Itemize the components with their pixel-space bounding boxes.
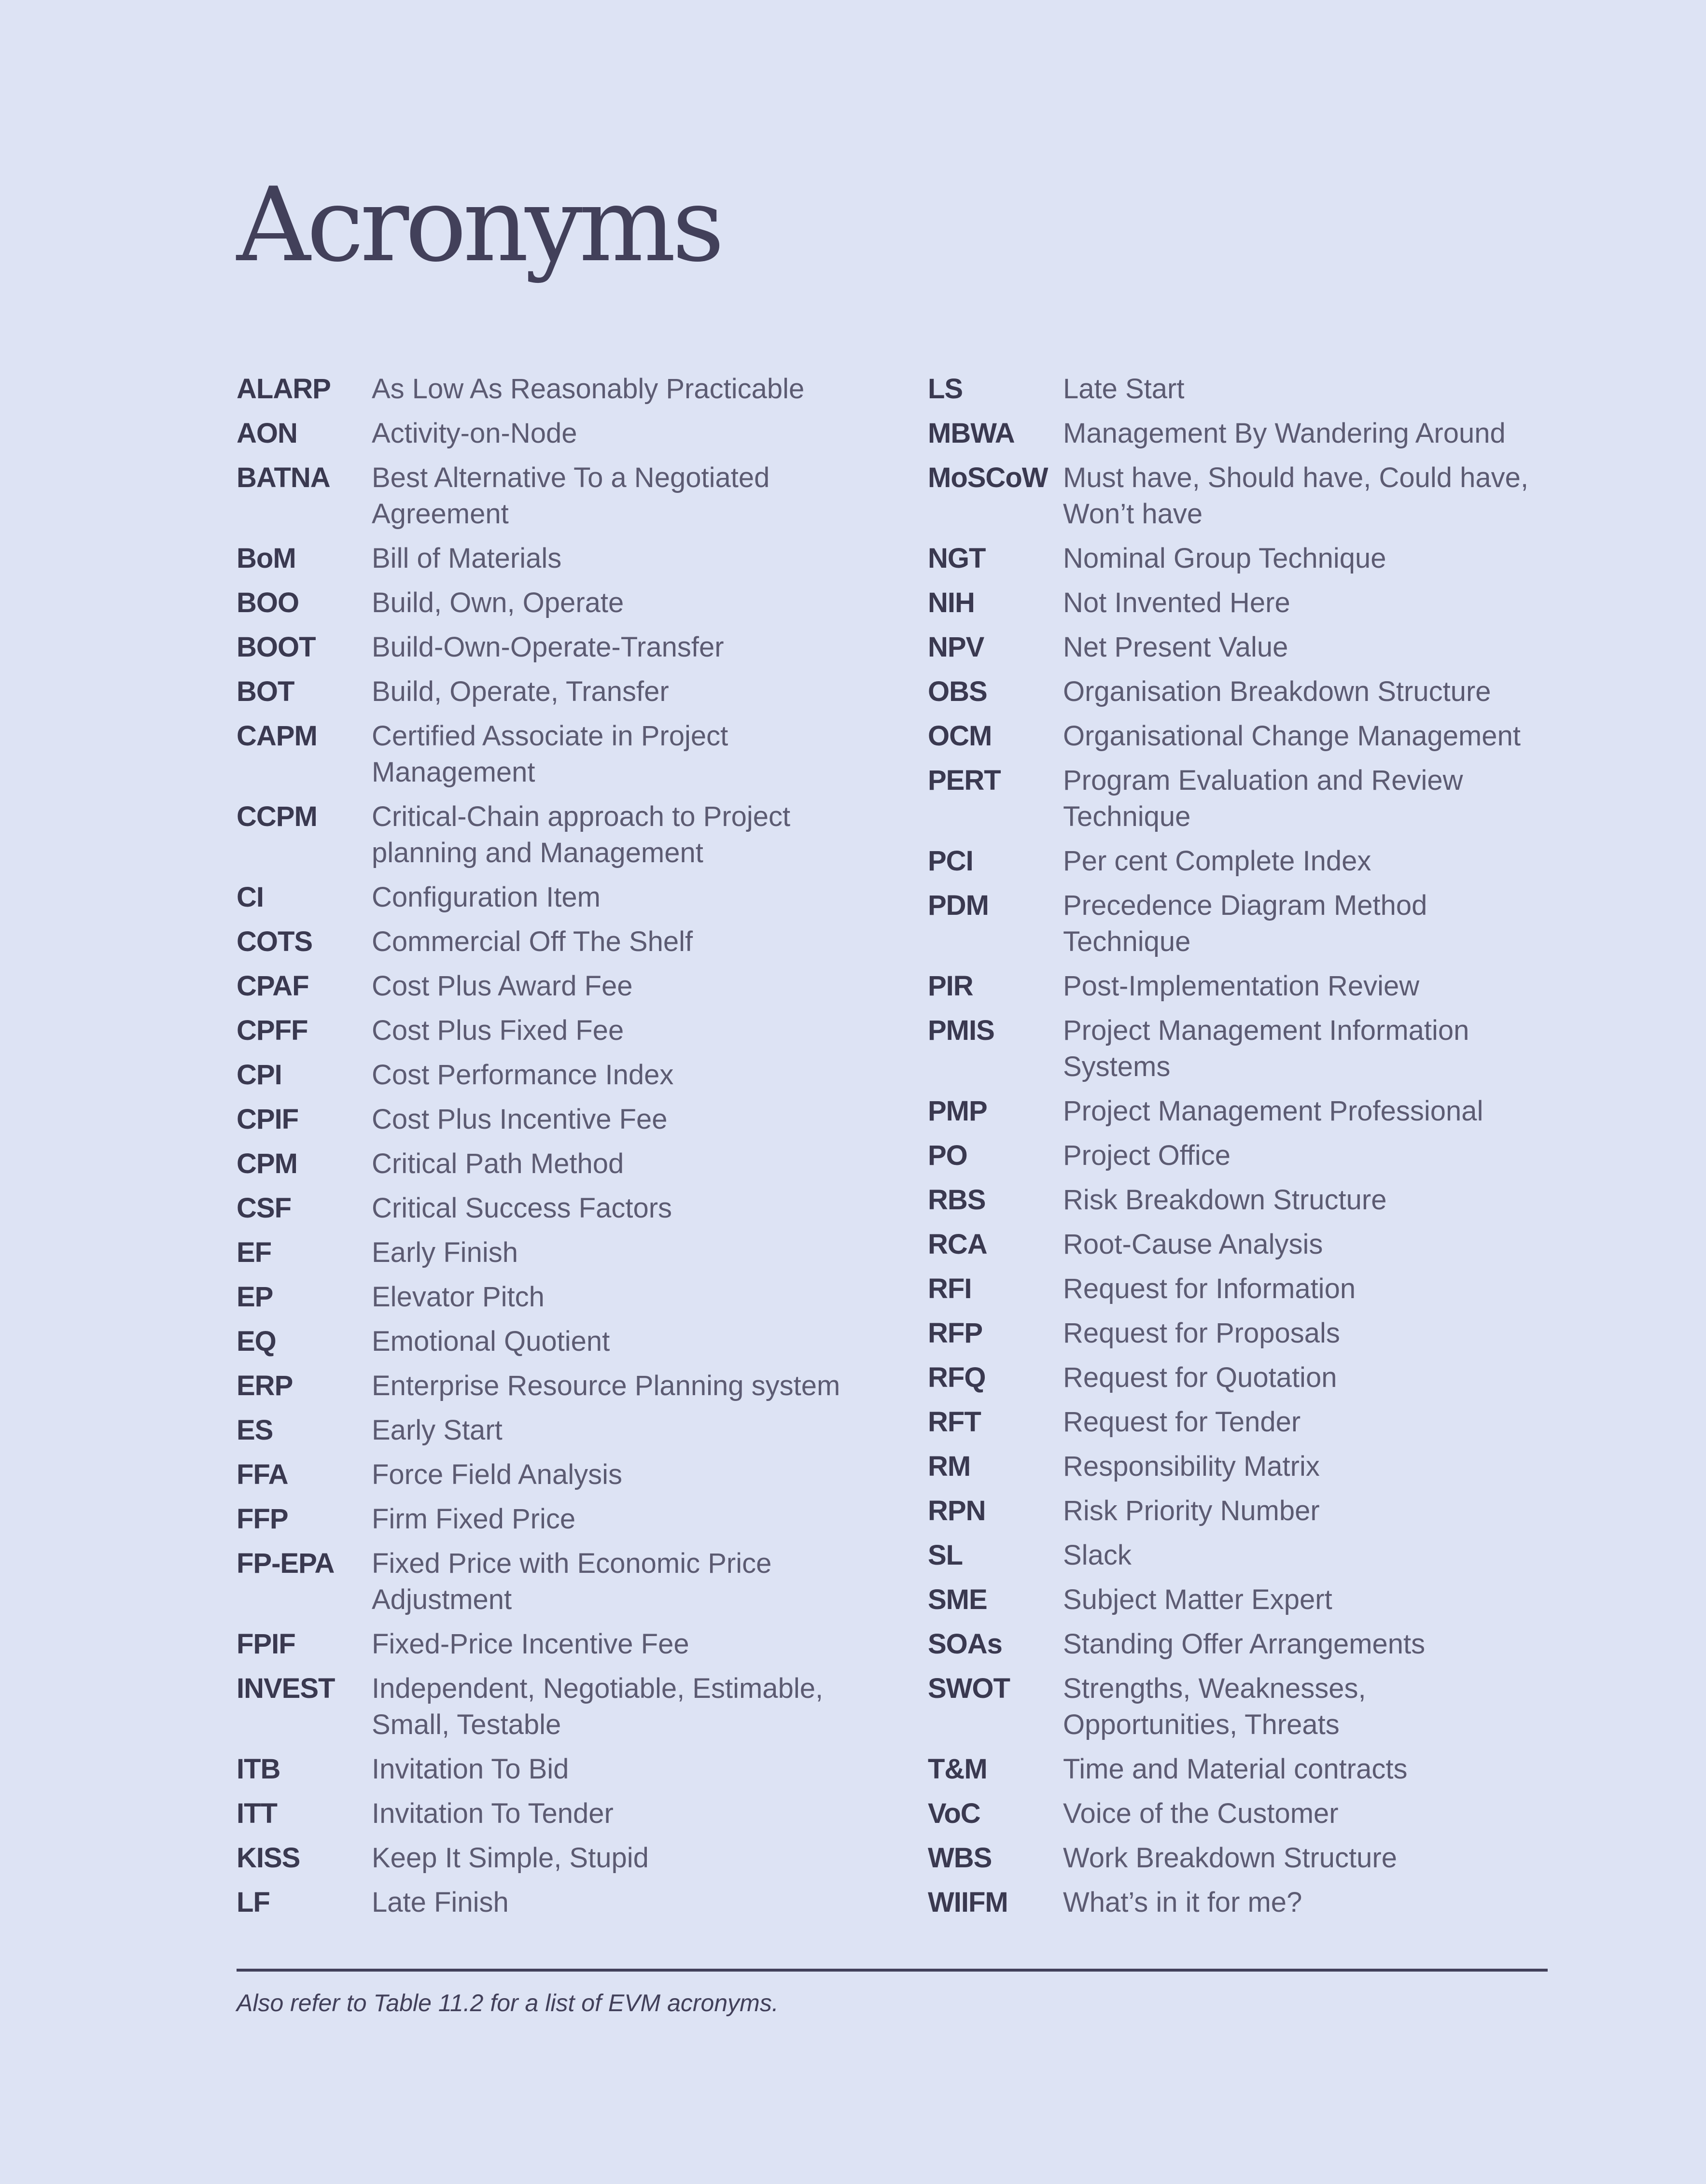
- acronym-definition: Bill of Materials: [372, 543, 562, 574]
- acronym-definition: Elevator Pitch: [372, 1281, 545, 1313]
- acronym-abbreviation: RFI: [928, 1273, 972, 1304]
- acronym-entry: [237, 1368, 864, 1404]
- acronym-entry: [928, 371, 1555, 407]
- acronym-definition: Critical-Chain approach to Project planning and Management: [372, 801, 791, 868]
- acronym-abbreviation: WBS: [928, 1842, 992, 1874]
- acronym-definition: Must have, Should have, Could have, Won’t have: [1063, 462, 1529, 530]
- acronym-definition: Standing Offer Arrangements: [1063, 1628, 1426, 1660]
- acronym-abbreviation: CSF: [237, 1192, 291, 1224]
- acronym-abbreviation: PIR: [928, 970, 973, 1002]
- acronym-entry: [928, 968, 1555, 1004]
- acronym-abbreviation: CPAF: [237, 970, 309, 1002]
- acronym-definition: Not Invented Here: [1063, 587, 1290, 618]
- acronym-definition: As Low As Reasonably Practicable: [372, 373, 805, 405]
- acronym-entry: [928, 843, 1555, 879]
- acronym-entry: [237, 924, 864, 960]
- acronym-entry: [237, 1279, 864, 1315]
- acronym-abbreviation: NIH: [928, 587, 975, 618]
- acronyms-page: [237, 0, 1548, 2184]
- acronym-definition: Request for Information: [1063, 1273, 1356, 1304]
- acronym-entry: [237, 718, 864, 790]
- acronym-entry: [928, 1884, 1555, 1920]
- acronym-entry: [928, 1137, 1555, 1174]
- acronym-abbreviation: PMIS: [928, 1015, 994, 1046]
- acronym-definition: Risk Priority Number: [1063, 1495, 1320, 1526]
- acronym-abbreviation: CCPM: [237, 801, 317, 832]
- acronym-abbreviation: RFP: [928, 1317, 982, 1349]
- acronym-entry: [237, 1545, 864, 1618]
- acronym-entry: [928, 1537, 1555, 1573]
- acronym-abbreviation: PDM: [928, 890, 989, 921]
- acronym-abbreviation: RFT: [928, 1406, 981, 1438]
- acronym-definition: Cost Plus Fixed Fee: [372, 1015, 624, 1046]
- acronym-definition: Request for Quotation: [1063, 1362, 1337, 1393]
- acronym-definition: Fixed Price with Economic Price Adjustment: [372, 1548, 772, 1615]
- acronym-entry: [928, 1359, 1555, 1396]
- acronym-abbreviation: BOOT: [237, 631, 316, 663]
- acronym-entry: [928, 1840, 1555, 1876]
- acronym-entry: [237, 1057, 864, 1093]
- acronym-definition: Project Office: [1063, 1140, 1231, 1171]
- acronym-entry: [928, 673, 1555, 710]
- acronym-definition: Build, Own, Operate: [372, 587, 624, 618]
- acronym-entry: [237, 629, 864, 665]
- acronym-abbreviation: T&M: [928, 1753, 987, 1785]
- acronym-entry: [928, 1493, 1555, 1529]
- acronym-entry: [928, 1751, 1555, 1787]
- acronym-abbreviation: SL: [928, 1540, 963, 1571]
- acronym-abbreviation: FP-EPA: [237, 1548, 335, 1579]
- acronym-definition: Responsibility Matrix: [1063, 1451, 1320, 1482]
- acronym-entry: [928, 585, 1555, 621]
- acronym-abbreviation: RBS: [928, 1184, 986, 1216]
- acronym-definition: Cost Plus Award Fee: [372, 970, 633, 1002]
- acronym-abbreviation: SME: [928, 1584, 987, 1615]
- acronym-definition: Request for Proposals: [1063, 1317, 1340, 1349]
- acronym-definition: Cost Plus Incentive Fee: [372, 1104, 668, 1135]
- acronym-abbreviation: EP: [237, 1281, 273, 1313]
- acronym-abbreviation: EQ: [237, 1326, 276, 1357]
- acronym-definition: Late Finish: [372, 1887, 509, 1918]
- acronym-entry: [237, 1501, 864, 1537]
- acronym-entry: [928, 1404, 1555, 1440]
- acronym-abbreviation: PCI: [928, 845, 973, 877]
- acronym-entry: [237, 1884, 864, 1920]
- acronym-definition: Time and Material contracts: [1063, 1753, 1408, 1785]
- acronym-entry: [237, 1670, 864, 1743]
- acronym-abbreviation: MoSCoW: [928, 462, 1048, 493]
- acronym-entry: [237, 1146, 864, 1182]
- footnote-divider: [237, 1969, 1548, 1972]
- acronym-entry: [928, 1012, 1555, 1085]
- acronym-definition: Precedence Diagram Method Technique: [1063, 890, 1427, 957]
- acronym-entry: [237, 798, 864, 871]
- acronym-abbreviation: ERP: [237, 1370, 293, 1401]
- acronym-entry: [237, 585, 864, 621]
- acronym-definition: Certified Associate in Project Management: [372, 720, 728, 788]
- acronym-entry: [928, 540, 1555, 576]
- acronym-entry: [237, 1840, 864, 1876]
- acronym-definition: Per cent Complete Index: [1063, 845, 1371, 877]
- acronym-definition: Root-Cause Analysis: [1063, 1229, 1323, 1260]
- acronym-entry: [237, 1323, 864, 1359]
- acronym-entry: [237, 879, 864, 915]
- acronym-abbreviation: COTS: [237, 926, 313, 957]
- acronym-definition: Work Breakdown Structure: [1063, 1842, 1397, 1874]
- acronym-definition: Early Start: [372, 1414, 503, 1446]
- acronym-definition: Project Management Information Systems: [1063, 1015, 1469, 1082]
- acronym-definition: Build-Own-Operate-Transfer: [372, 631, 724, 663]
- acronym-entry: [237, 968, 864, 1004]
- acronym-abbreviation: LS: [928, 373, 963, 405]
- acronym-abbreviation: PERT: [928, 765, 1001, 796]
- acronym-definition: Net Present Value: [1063, 631, 1288, 663]
- acronym-entry: [237, 1456, 864, 1493]
- acronym-definition: Organisation Breakdown Structure: [1063, 676, 1491, 707]
- acronym-definition: Risk Breakdown Structure: [1063, 1184, 1387, 1216]
- acronym-abbreviation: ITB: [237, 1753, 280, 1785]
- acronym-abbreviation: PO: [928, 1140, 967, 1171]
- acronym-entry: [237, 1751, 864, 1787]
- acronym-abbreviation: AON: [237, 418, 297, 449]
- acronym-definition: Management By Wandering Around: [1063, 418, 1506, 449]
- acronym-abbreviation: KISS: [237, 1842, 300, 1874]
- footnote: Also refer to Table 11.2 for a list of EVM acronyms.: [237, 1989, 779, 2016]
- acronym-entry: [237, 540, 864, 576]
- acronym-abbreviation: SOAs: [928, 1628, 1002, 1660]
- acronym-definition: Invitation To Bid: [372, 1753, 569, 1785]
- acronym-abbreviation: BOO: [237, 587, 299, 618]
- acronym-definition: Configuration Item: [372, 882, 601, 913]
- acronym-definition: Firm Fixed Price: [372, 1503, 576, 1535]
- acronym-definition: Strengths, Weaknesses, Opportunities, Threats: [1063, 1673, 1366, 1740]
- acronym-abbreviation: RFQ: [928, 1362, 986, 1393]
- acronym-abbreviation: RM: [928, 1451, 971, 1482]
- acronym-definition: Build, Operate, Transfer: [372, 676, 669, 707]
- acronym-definition: Voice of the Customer: [1063, 1798, 1339, 1829]
- acronym-entry: [928, 887, 1555, 960]
- acronym-definition: Program Evaluation and Review Technique: [1063, 765, 1463, 832]
- acronym-definition: Invitation To Tender: [372, 1798, 614, 1829]
- acronym-abbreviation: PMP: [928, 1095, 987, 1127]
- acronym-entry: [928, 460, 1555, 532]
- acronym-entry: [928, 1182, 1555, 1218]
- acronym-entry: [928, 1582, 1555, 1618]
- acronym-definition: Late Start: [1063, 373, 1185, 405]
- acronym-entry: [237, 1626, 864, 1662]
- acronym-abbreviation: CPFF: [237, 1015, 308, 1046]
- acronym-entry: [237, 1012, 864, 1049]
- acronym-entry: [928, 1626, 1555, 1662]
- acronym-entry: [928, 415, 1555, 451]
- acronym-abbreviation: FFA: [237, 1459, 288, 1490]
- acronym-entry: [928, 718, 1555, 754]
- acronym-abbreviation: RPN: [928, 1495, 986, 1526]
- acronym-definition: Emotional Quotient: [372, 1326, 610, 1357]
- acronym-entry: [928, 1271, 1555, 1307]
- acronym-definition: Force Field Analysis: [372, 1459, 622, 1490]
- acronym-entry: [237, 1234, 864, 1271]
- acronym-abbreviation: BOT: [237, 676, 294, 707]
- acronym-definition: Keep It Simple, Stupid: [372, 1842, 649, 1874]
- acronym-definition: Subject Matter Expert: [1063, 1584, 1332, 1615]
- acronym-abbreviation: SWOT: [928, 1673, 1010, 1704]
- acronym-definition: Project Management Professional: [1063, 1095, 1483, 1127]
- acronym-abbreviation: CPM: [237, 1148, 297, 1179]
- acronym-definition: Early Finish: [372, 1237, 518, 1268]
- acronym-entry: [237, 1101, 864, 1137]
- acronym-abbreviation: ES: [237, 1414, 273, 1446]
- acronym-entry: [928, 1448, 1555, 1484]
- acronym-entry: [237, 1412, 864, 1448]
- acronym-abbreviation: OBS: [928, 676, 987, 707]
- acronym-entry: [237, 1795, 864, 1832]
- acronym-entry: [928, 762, 1555, 835]
- acronym-definition: Independent, Negotiable, Estimable, Small, Testable: [372, 1673, 824, 1740]
- acronym-definition: Critical Success Factors: [372, 1192, 672, 1224]
- acronym-entry: [237, 673, 864, 710]
- acronym-abbreviation: OCM: [928, 720, 992, 752]
- acronym-abbreviation: CAPM: [237, 720, 317, 752]
- acronym-entry: [928, 1093, 1555, 1129]
- acronym-abbreviation: CI: [237, 882, 264, 913]
- acronym-entry: [237, 371, 864, 407]
- acronym-definition: Best Alternative To a Negotiated Agreement: [372, 462, 770, 530]
- acronym-abbreviation: FPIF: [237, 1628, 295, 1660]
- acronym-definition: Post-Implementation Review: [1063, 970, 1420, 1002]
- acronym-abbreviation: NGT: [928, 543, 986, 574]
- acronym-abbreviation: FFP: [237, 1503, 288, 1535]
- acronym-abbreviation: ITT: [237, 1798, 277, 1829]
- acronym-abbreviation: CPI: [237, 1059, 282, 1091]
- acronym-abbreviation: BoM: [237, 543, 296, 574]
- acronym-definition: Critical Path Method: [372, 1148, 624, 1179]
- acronym-entry: [928, 1226, 1555, 1262]
- acronym-abbreviation: CPIF: [237, 1104, 299, 1135]
- acronym-entry: [928, 1670, 1555, 1743]
- acronym-abbreviation: INVEST: [237, 1673, 335, 1704]
- acronym-abbreviation: BATNA: [237, 462, 330, 493]
- acronym-entry: [928, 1795, 1555, 1832]
- acronym-definition: Slack: [1063, 1540, 1132, 1571]
- acronym-entry: [928, 629, 1555, 665]
- acronym-entry: [237, 415, 864, 451]
- acronym-abbreviation: NPV: [928, 631, 984, 663]
- acronym-definition: Request for Tender: [1063, 1406, 1301, 1438]
- acronym-definition: Enterprise Resource Planning system: [372, 1370, 840, 1401]
- acronym-definition: Activity-on-Node: [372, 418, 577, 449]
- acronym-abbreviation: MBWA: [928, 418, 1015, 449]
- acronym-abbreviation: LF: [237, 1887, 270, 1918]
- acronym-definition: Commercial Off The Shelf: [372, 926, 693, 957]
- acronym-definition: Fixed-Price Incentive Fee: [372, 1628, 689, 1660]
- acronym-definition: What’s in it for me?: [1063, 1887, 1302, 1918]
- acronym-abbreviation: ALARP: [237, 373, 331, 405]
- page-title: Acronyms: [237, 165, 721, 284]
- acronym-abbreviation: WIIFM: [928, 1887, 1008, 1918]
- acronym-definition: Nominal Group Technique: [1063, 543, 1386, 574]
- acronym-abbreviation: EF: [237, 1237, 272, 1268]
- acronym-definition: Organisational Change Management: [1063, 720, 1521, 752]
- acronym-entry: [237, 1190, 864, 1226]
- acronym-entry: [237, 460, 864, 532]
- acronym-abbreviation: RCA: [928, 1229, 987, 1260]
- acronym-abbreviation: VoC: [928, 1798, 980, 1829]
- acronym-entry: [928, 1315, 1555, 1351]
- acronym-definition: Cost Performance Index: [372, 1059, 674, 1091]
